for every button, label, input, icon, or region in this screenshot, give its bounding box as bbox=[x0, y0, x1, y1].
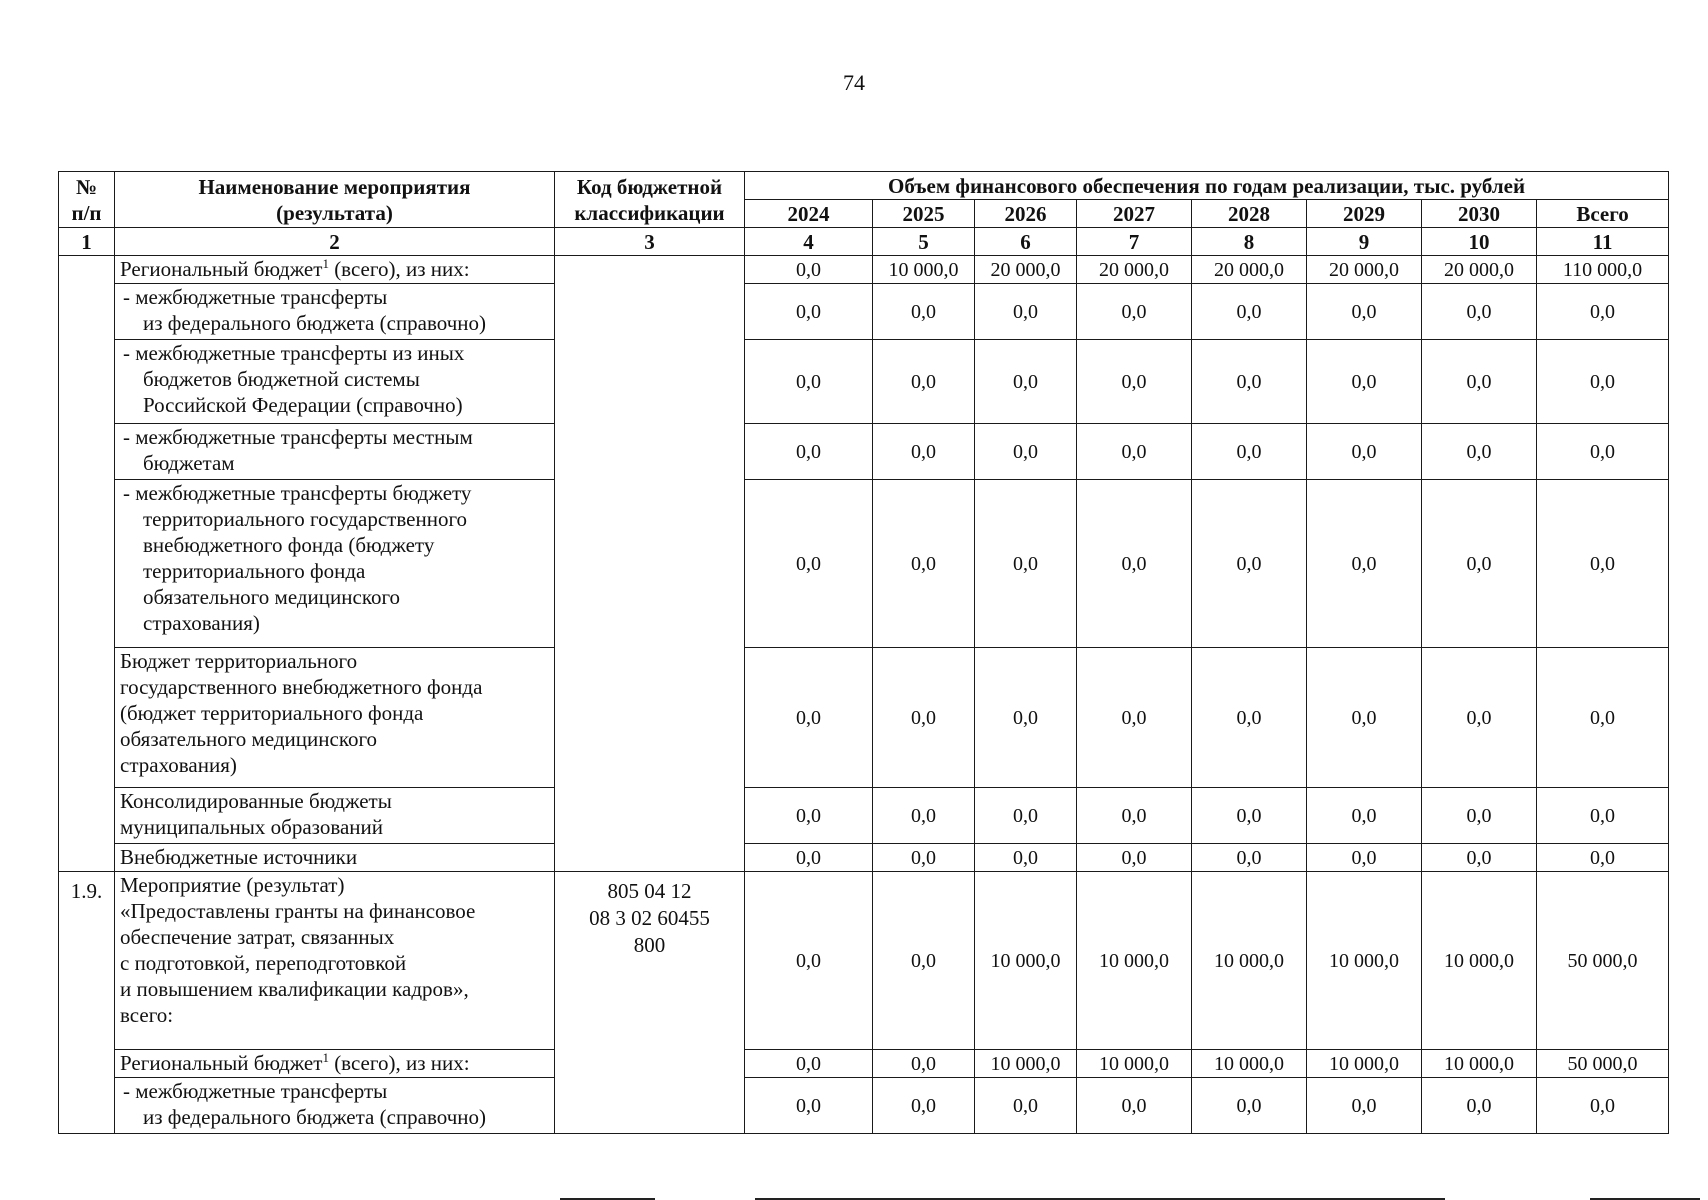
year-value-cell: 0,0 bbox=[873, 1078, 975, 1134]
total-value-cell: 0,0 bbox=[1537, 844, 1669, 872]
table-row bbox=[59, 424, 1669, 480]
total-value-cell: 0,0 bbox=[1537, 788, 1669, 844]
year-value-cell: 0,0 bbox=[1077, 844, 1192, 872]
year-value-cell: 20 000,0 bbox=[975, 256, 1077, 284]
year-value-cell: 20 000,0 bbox=[1307, 256, 1422, 284]
row-name-cell: Внебюджетные источники bbox=[115, 844, 555, 872]
table-row bbox=[59, 256, 1669, 284]
row-name-cell: Бюджет территориального государственного внебюджетного фонда (бюджет территориального фонда обязательного медицинского страхования) bbox=[115, 648, 555, 788]
year-value-cell: 0,0 bbox=[1192, 648, 1307, 788]
table-row bbox=[59, 284, 1669, 340]
budget-table bbox=[58, 171, 1669, 1134]
year-value-cell: 10 000,0 bbox=[1422, 872, 1537, 1050]
year-value-cell: 0,0 bbox=[975, 284, 1077, 340]
year-value-cell: 10 000,0 bbox=[1307, 872, 1422, 1050]
year-value-cell: 0,0 bbox=[1077, 648, 1192, 788]
year-value-cell: 10 000,0 bbox=[1077, 1050, 1192, 1078]
year-value-cell: 0,0 bbox=[1307, 788, 1422, 844]
header-name: Наименование мероприятия (результата) bbox=[115, 172, 555, 228]
year-value-cell: 0,0 bbox=[975, 1078, 1077, 1134]
year-value-cell: 0,0 bbox=[1077, 480, 1192, 648]
year-value-cell: 0,0 bbox=[1422, 1078, 1537, 1134]
year-value-cell: 0,0 bbox=[1422, 340, 1537, 424]
table-body bbox=[59, 256, 1669, 1134]
total-value-cell: 50 000,0 bbox=[1537, 1050, 1669, 1078]
column-number: 10 bbox=[1422, 228, 1537, 256]
year-value-cell: 0,0 bbox=[1422, 844, 1537, 872]
year-value-cell: 0,0 bbox=[1307, 340, 1422, 424]
row-name-cell: Консолидированные бюджеты муниципальных образований bbox=[115, 788, 555, 844]
year-value-cell: 0,0 bbox=[1422, 788, 1537, 844]
year-value-cell: 0,0 bbox=[1422, 424, 1537, 480]
year-value-cell: 10 000,0 bbox=[1422, 1050, 1537, 1078]
header-year: 2026 bbox=[975, 200, 1077, 228]
year-value-cell: 0,0 bbox=[745, 648, 873, 788]
table-row bbox=[59, 788, 1669, 844]
year-value-cell: 10 000,0 bbox=[1192, 872, 1307, 1050]
total-value-cell: 110 000,0 bbox=[1537, 256, 1669, 284]
year-value-cell: 0,0 bbox=[1307, 284, 1422, 340]
year-value-cell: 0,0 bbox=[745, 340, 873, 424]
budget-code-cell bbox=[555, 256, 745, 872]
column-number: 7 bbox=[1077, 228, 1192, 256]
year-value-cell: 0,0 bbox=[1192, 480, 1307, 648]
year-value-cell: 0,0 bbox=[975, 844, 1077, 872]
page-number: 74 bbox=[843, 70, 865, 95]
total-value-cell: 0,0 bbox=[1537, 1078, 1669, 1134]
header-num: № п/п bbox=[59, 172, 115, 228]
year-value-cell: 0,0 bbox=[745, 788, 873, 844]
year-value-cell: 0,0 bbox=[1192, 284, 1307, 340]
column-number: 3 bbox=[555, 228, 745, 256]
year-value-cell: 0,0 bbox=[745, 480, 873, 648]
header-year: 2029 bbox=[1307, 200, 1422, 228]
header-year: 2024 bbox=[745, 200, 873, 228]
header-code: Код бюджетной классификации bbox=[555, 172, 745, 228]
year-value-cell: 0,0 bbox=[975, 648, 1077, 788]
table-row bbox=[59, 1078, 1669, 1134]
year-value-cell: 10 000,0 bbox=[975, 872, 1077, 1050]
year-value-cell: 0,0 bbox=[1192, 844, 1307, 872]
year-value-cell: 0,0 bbox=[1077, 1078, 1192, 1134]
table-row bbox=[59, 844, 1669, 872]
year-value-cell: 10 000,0 bbox=[1307, 1050, 1422, 1078]
column-number: 6 bbox=[975, 228, 1077, 256]
year-value-cell: 0,0 bbox=[975, 480, 1077, 648]
year-value-cell: 0,0 bbox=[1077, 788, 1192, 844]
year-value-cell: 0,0 bbox=[975, 340, 1077, 424]
year-value-cell: 0,0 bbox=[873, 1050, 975, 1078]
row-name-cell: Региональный бюджет$^1$ (всего), из них: bbox=[115, 1050, 555, 1078]
header-volume: Объем финансового обеспечения по годам реализации, тыс. рублей bbox=[745, 172, 1669, 200]
year-value-cell: 0,0 bbox=[1192, 1078, 1307, 1134]
year-value-cell: 0,0 bbox=[1422, 480, 1537, 648]
row-name-cell: Мероприятие (результат) «Предоставлены гранты на финансовое обеспечение затрат, связанных с подготовкой, переподготовкой и повышением квалификации кадров», всего: bbox=[115, 872, 555, 1050]
year-value-cell: 0,0 bbox=[1307, 424, 1422, 480]
column-number: 5 bbox=[873, 228, 975, 256]
year-value-cell: 0,0 bbox=[1192, 424, 1307, 480]
year-value-cell: 10 000,0 bbox=[1192, 1050, 1307, 1078]
budget-code-cell: 805 04 12 08 3 02 60455 800 bbox=[555, 872, 745, 1134]
header-year: 2025 bbox=[873, 200, 975, 228]
year-value-cell: 0,0 bbox=[1192, 340, 1307, 424]
column-number: 9 bbox=[1307, 228, 1422, 256]
year-value-cell: 10 000,0 bbox=[975, 1050, 1077, 1078]
column-number: 8 bbox=[1192, 228, 1307, 256]
row-name-cell: Региональный бюджет$^1$ (всего), из них: bbox=[115, 256, 555, 284]
header-total: Всего bbox=[1537, 200, 1669, 228]
total-value-cell: 0,0 bbox=[1537, 480, 1669, 648]
year-value-cell: 0,0 bbox=[873, 284, 975, 340]
year-value-cell: 20 000,0 bbox=[1192, 256, 1307, 284]
year-value-cell: 0,0 bbox=[975, 424, 1077, 480]
total-value-cell: 0,0 bbox=[1537, 648, 1669, 788]
table-row bbox=[59, 1050, 1669, 1078]
year-value-cell: 0,0 bbox=[873, 648, 975, 788]
column-number: 4 bbox=[745, 228, 873, 256]
year-value-cell: 10 000,0 bbox=[873, 256, 975, 284]
year-value-cell: 10 000,0 bbox=[1077, 872, 1192, 1050]
year-value-cell: 0,0 bbox=[873, 872, 975, 1050]
table-row bbox=[59, 648, 1669, 788]
header-year: 2028 bbox=[1192, 200, 1307, 228]
total-value-cell: 0,0 bbox=[1537, 340, 1669, 424]
year-value-cell: 0,0 bbox=[1077, 284, 1192, 340]
year-value-cell: 0,0 bbox=[1307, 648, 1422, 788]
year-value-cell: 0,0 bbox=[1422, 284, 1537, 340]
row-name-cell: - межбюджетные трансферты из федерального бюджета (справочно) bbox=[115, 1078, 555, 1134]
header-year: 2027 bbox=[1077, 200, 1192, 228]
year-value-cell: 0,0 bbox=[1307, 480, 1422, 648]
year-value-cell: 0,0 bbox=[745, 844, 873, 872]
column-number: 2 bbox=[115, 228, 555, 256]
year-value-cell: 0,0 bbox=[1307, 844, 1422, 872]
year-value-cell: 0,0 bbox=[873, 424, 975, 480]
row-name-cell: - межбюджетные трансферты местным бюджетам bbox=[115, 424, 555, 480]
table-row bbox=[59, 480, 1669, 648]
year-value-cell: 0,0 bbox=[1192, 788, 1307, 844]
year-value-cell: 0,0 bbox=[745, 1050, 873, 1078]
year-value-cell: 0,0 bbox=[1077, 424, 1192, 480]
year-value-cell: 0,0 bbox=[1307, 1078, 1422, 1134]
total-value-cell: 0,0 bbox=[1537, 284, 1669, 340]
year-value-cell: 20 000,0 bbox=[1077, 256, 1192, 284]
year-value-cell: 0,0 bbox=[745, 1078, 873, 1134]
row-name-cell: - межбюджетные трансферты бюджету территориального государственного внебюджетного фонда (бюджету территориального фонда обязательного медицинского страхования) bbox=[115, 480, 555, 648]
table-row bbox=[59, 340, 1669, 424]
year-value-cell: 0,0 bbox=[1077, 340, 1192, 424]
year-value-cell: 0,0 bbox=[975, 788, 1077, 844]
year-value-cell: 20 000,0 bbox=[1422, 256, 1537, 284]
column-number: 1 bbox=[59, 228, 115, 256]
year-value-cell: 0,0 bbox=[745, 256, 873, 284]
table-row bbox=[59, 872, 1669, 1050]
year-value-cell: 0,0 bbox=[745, 424, 873, 480]
row-number-cell bbox=[59, 256, 115, 872]
year-value-cell: 0,0 bbox=[745, 872, 873, 1050]
total-value-cell: 0,0 bbox=[1537, 424, 1669, 480]
year-value-cell: 0,0 bbox=[873, 788, 975, 844]
year-value-cell: 0,0 bbox=[873, 340, 975, 424]
row-name-cell: - межбюджетные трансферты из федерального бюджета (справочно) bbox=[115, 284, 555, 340]
header-year: 2030 bbox=[1422, 200, 1537, 228]
year-value-cell: 0,0 bbox=[1422, 648, 1537, 788]
row-name-cell: - межбюджетные трансферты из иных бюджетов бюджетной системы Российской Федерации (справочно) bbox=[115, 340, 555, 424]
year-value-cell: 0,0 bbox=[745, 284, 873, 340]
year-value-cell: 0,0 bbox=[873, 844, 975, 872]
total-value-cell: 50 000,0 bbox=[1537, 872, 1669, 1050]
row-number-cell: 1.9. bbox=[59, 872, 115, 1134]
column-number: 11 bbox=[1537, 228, 1669, 256]
year-value-cell: 0,0 bbox=[873, 480, 975, 648]
